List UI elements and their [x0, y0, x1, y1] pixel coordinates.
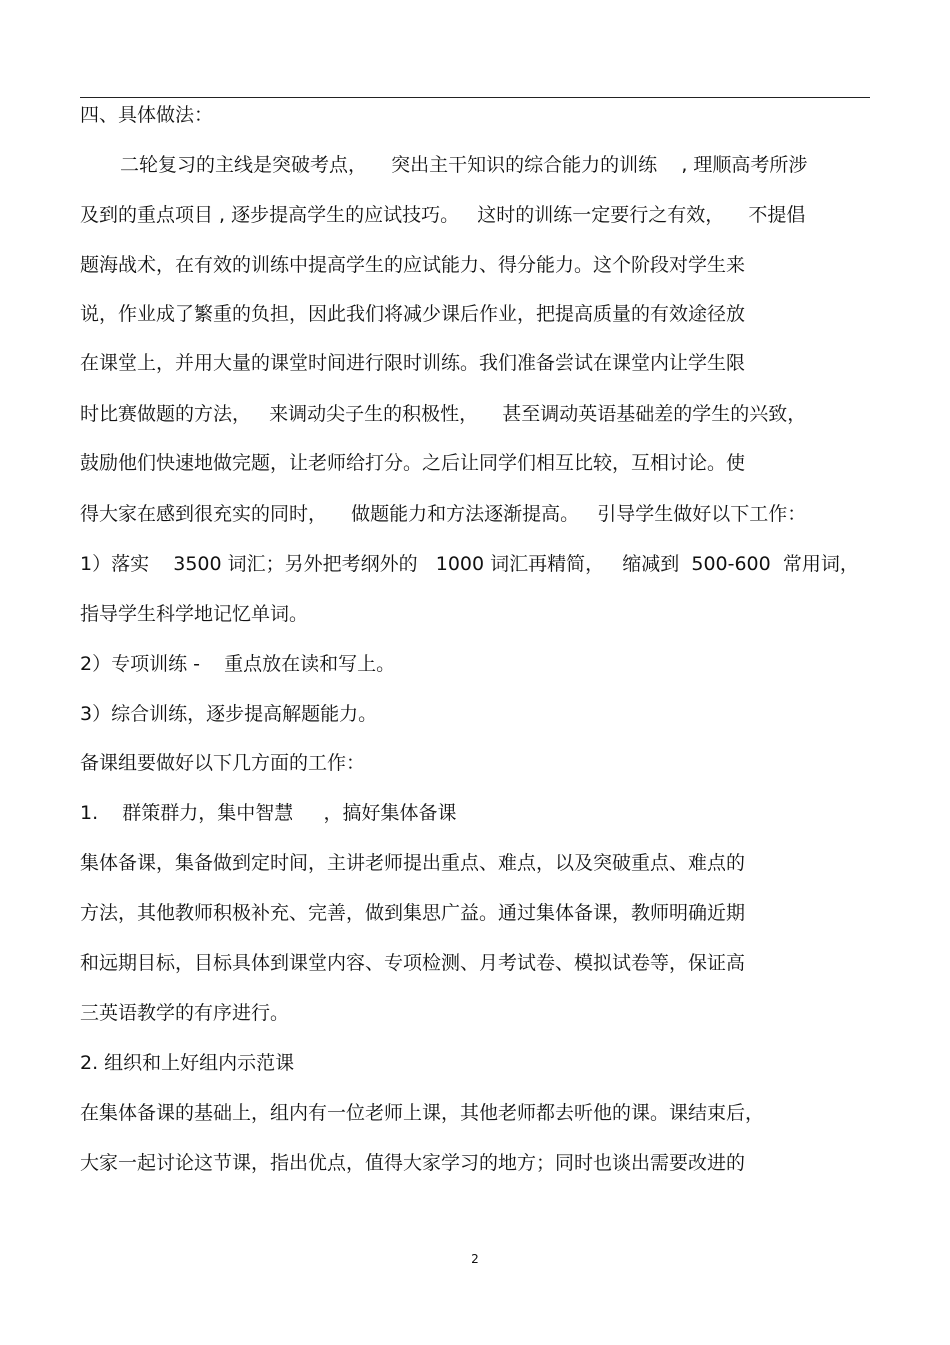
text-line: 和远期目标，目标具体到课堂内容、专项检测、月考试卷、模拟试卷等，保证高	[80, 952, 746, 974]
text-line: 在课堂上，并用大量的课堂时间进行限时训练。我们准备尝试在课堂内让学生限	[80, 352, 746, 374]
text-line: 时比赛做题的方法， 来调动尖子生的积极性， 甚至调动英语基础差的学生的兴致，	[80, 403, 807, 425]
text-line: 二轮复习的主线是突破考点， 突出主干知识的综合能力的训练 , 理顺高考所涉	[120, 154, 808, 176]
text-line: 大家一起讨论这节课，指出优点，值得大家学习的地方；同时也谈出需要改进的	[80, 1152, 746, 1174]
header-rule	[80, 97, 870, 98]
text-line: 题海战术，在有效的训练中提高学生的应试能力、得分能力。这个阶段对学生来	[80, 254, 746, 276]
page-number: 2	[471, 1252, 479, 1266]
list-item: 1）落实 3500 词汇；另外把考纲外的 1000 词汇再精简， 缩减到 500-600 常用词，	[80, 553, 859, 575]
text-line: 及到的重点项目 , 逐步提高学生的应试技巧。 这时的训练一定要行之有效， 不提倡	[80, 204, 806, 226]
text-line: 三英语教学的有序进行。	[80, 1002, 290, 1024]
text-line: 备课组要做好以下几方面的工作：	[80, 752, 366, 774]
subheading: 1. 群策群力，集中智慧 ，搞好集体备课	[80, 802, 457, 824]
list-item: 3）综合训练，逐步提高解题能力。	[80, 703, 378, 725]
text-line: 在集体备课的基础上，组内有一位老师上课，其他老师都去听他的课。课结束后，	[80, 1102, 765, 1124]
text-line: 集体备课，集备做到定时间，主讲老师提出重点、难点，以及突破重点、难点的	[80, 852, 746, 874]
text-line: 得大家在感到很充实的同时， 做题能力和方法逐渐提高。 引导学生做好以下工作：	[80, 503, 807, 525]
list-item: 2）专项训练 - 重点放在读和写上。	[80, 653, 396, 675]
text-line: 鼓励他们快速地做完题，让老师给打分。之后让同学们相互比较，互相讨论。使	[80, 452, 746, 474]
text-line: 指导学生科学地记忆单词。	[80, 603, 309, 625]
section-heading: 四、具体做法：	[80, 104, 214, 126]
text-line: 方法，其他教师积极补充、完善，做到集思广益。通过集体备课，教师明确近期	[80, 902, 746, 924]
text-line: 说，作业成了繁重的负担，因此我们将减少课后作业，把提高质量的有效途径放	[80, 303, 746, 325]
subheading: 2. 组织和上好组内示范课	[80, 1052, 295, 1074]
